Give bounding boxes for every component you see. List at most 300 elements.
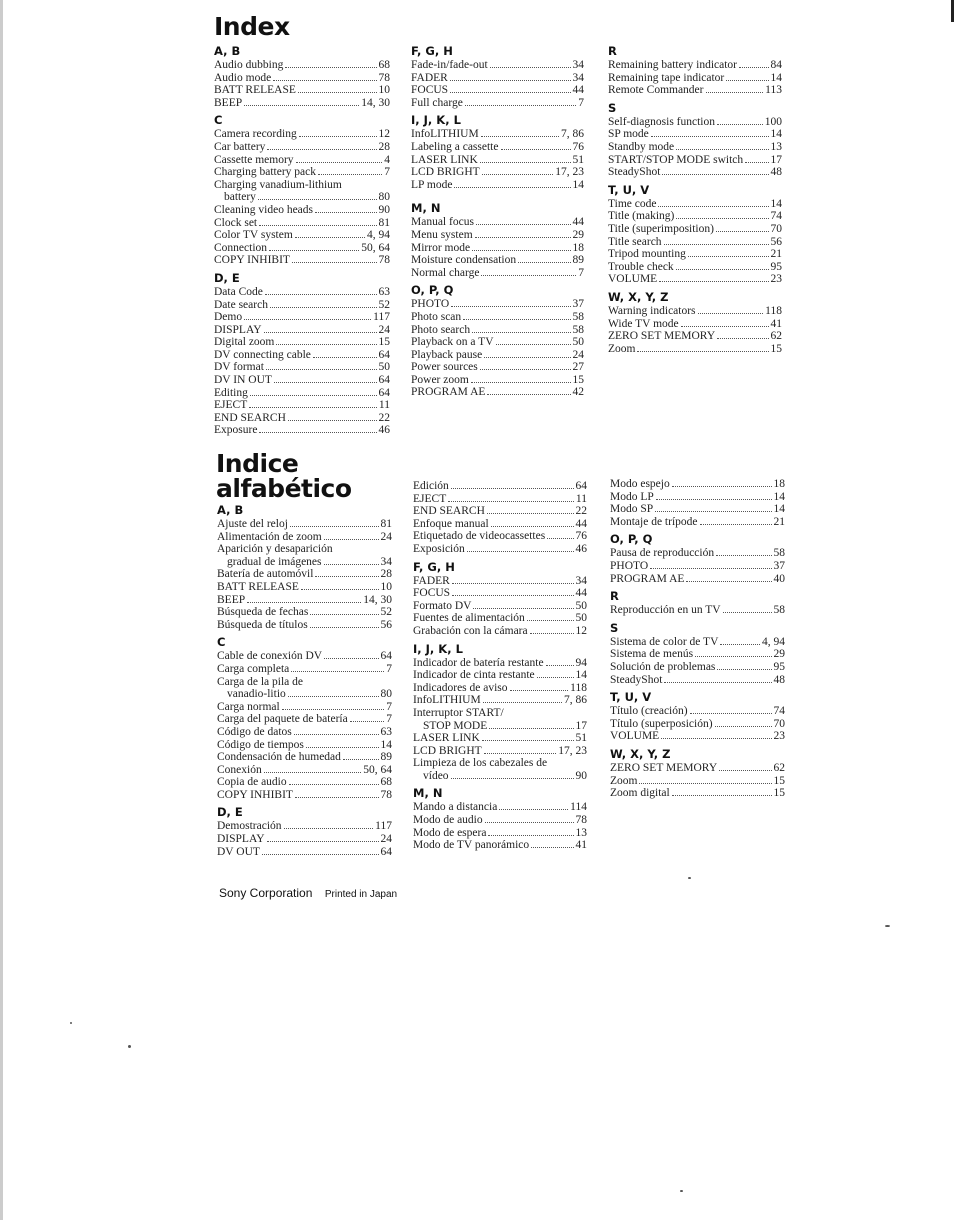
index-page: 56 xyxy=(770,235,782,248)
section-heading: T, U, V xyxy=(610,690,652,705)
index-term: Cable de conexión DV xyxy=(217,650,323,663)
index-page: 78 xyxy=(380,788,392,801)
index-entry xyxy=(217,726,392,739)
dot-leader xyxy=(289,784,379,785)
index-entry xyxy=(610,636,785,649)
dot-leader xyxy=(656,499,772,500)
index-term: Photo scan xyxy=(411,310,462,323)
dot-leader xyxy=(465,105,576,106)
index-page: 89 xyxy=(380,751,392,764)
index-term: SteadyShot xyxy=(610,673,663,686)
dot-leader xyxy=(719,770,771,771)
index-entry xyxy=(214,374,390,387)
index-term: Alimentación de zoom xyxy=(217,530,322,543)
dot-leader xyxy=(690,713,772,714)
index-entry xyxy=(413,480,587,493)
index-term: Indicadores de aviso xyxy=(413,681,508,694)
index-term: Data Code xyxy=(214,285,263,298)
dot-leader xyxy=(264,772,362,773)
dot-leader xyxy=(499,809,568,810)
index-page: 21 xyxy=(770,248,782,261)
index-page: 117 xyxy=(373,311,390,324)
dot-leader xyxy=(467,551,574,552)
index-term: LCD BRIGHT xyxy=(411,166,480,179)
dot-leader xyxy=(482,740,574,741)
index-entry xyxy=(610,787,785,800)
index-page: 80 xyxy=(380,688,392,701)
indice-column-1 xyxy=(217,503,392,858)
dot-leader xyxy=(350,721,385,722)
index-entry xyxy=(608,261,782,274)
dot-leader xyxy=(483,702,562,703)
index-entry xyxy=(217,650,392,663)
section-heading: T, U, V xyxy=(608,182,650,197)
index-entry xyxy=(608,128,782,141)
index-page: 41 xyxy=(575,839,587,852)
dot-leader xyxy=(695,656,771,657)
dot-leader xyxy=(745,162,768,163)
index-page: 113 xyxy=(765,84,782,97)
index-term: Fade-in/fade-out xyxy=(411,59,488,71)
index-term: Playback on a TV xyxy=(411,336,494,349)
dot-leader xyxy=(266,369,377,370)
index-term: ZERO SET MEMORY xyxy=(608,330,716,343)
dot-leader xyxy=(295,797,379,798)
index-entry xyxy=(217,739,392,752)
dot-leader xyxy=(491,526,574,527)
dot-leader xyxy=(658,206,768,207)
index-page: 52 xyxy=(378,298,390,311)
index-entry xyxy=(411,324,584,337)
dot-leader xyxy=(324,564,379,565)
section-heading: A, B xyxy=(214,44,241,58)
index-page: 78 xyxy=(575,814,587,827)
dot-leader xyxy=(265,294,377,295)
index-entry xyxy=(610,573,785,586)
index-page: 7 xyxy=(386,700,392,713)
index-term: Zoom digital xyxy=(610,787,670,800)
dot-leader xyxy=(518,262,570,263)
index-entry xyxy=(214,361,390,374)
index-entry xyxy=(413,612,587,625)
index-entry xyxy=(214,166,390,179)
index-page: 29 xyxy=(572,228,584,241)
index-entry xyxy=(217,543,392,556)
dot-leader xyxy=(482,174,554,175)
dot-leader xyxy=(343,759,379,760)
section-heading: D, E xyxy=(217,805,243,820)
index-page: 100 xyxy=(764,115,782,128)
index-entry xyxy=(610,705,785,718)
index-term: START/STOP MODE switch xyxy=(608,153,744,166)
index-page: 17 xyxy=(575,719,587,732)
index-entry xyxy=(411,349,584,362)
index-entry xyxy=(610,604,785,617)
dot-leader xyxy=(472,250,570,251)
index-term: Código de tiempos xyxy=(217,738,304,751)
index-entry xyxy=(217,619,392,632)
index-entry xyxy=(214,179,390,192)
index-page: 44 xyxy=(575,517,587,530)
dot-leader xyxy=(484,753,557,754)
index-entry xyxy=(217,701,392,714)
dot-leader xyxy=(274,382,377,383)
index-page: 24 xyxy=(380,833,392,846)
index-term: Zoom xyxy=(610,774,638,787)
dot-leader xyxy=(717,338,768,339)
index-page: 11 xyxy=(378,399,390,412)
index-page: 68 xyxy=(378,59,390,71)
index-entry xyxy=(214,59,390,72)
index-entry xyxy=(610,730,785,743)
index-entry xyxy=(214,387,390,400)
index-entry xyxy=(411,311,584,324)
index-page: 58 xyxy=(773,547,785,560)
dot-leader xyxy=(301,589,379,590)
dot-leader xyxy=(290,526,379,527)
dot-leader xyxy=(487,513,574,514)
index-term: COPY INHIBIT xyxy=(214,254,290,267)
index-column-2 xyxy=(411,44,584,399)
index-page: 80 xyxy=(378,191,390,204)
index-page: 64 xyxy=(380,650,392,663)
index-entry xyxy=(214,424,390,437)
dot-leader xyxy=(639,783,771,784)
index-page: 14 xyxy=(770,128,782,141)
section-heading: I, J, K, L xyxy=(411,113,461,128)
dot-leader xyxy=(288,696,379,697)
index-page: 29 xyxy=(773,648,785,661)
index-page: 15 xyxy=(770,342,782,355)
index-entry xyxy=(411,84,584,97)
dot-leader xyxy=(475,237,571,238)
index-page: 64 xyxy=(575,480,587,492)
index-entry xyxy=(413,827,587,840)
index-term: END SEARCH xyxy=(413,505,485,518)
index-term: Manual focus xyxy=(411,216,474,229)
dot-leader xyxy=(546,665,574,666)
index-entry xyxy=(413,839,587,852)
index-term: DV IN OUT xyxy=(214,374,272,387)
index-page: 68 xyxy=(380,776,392,789)
index-page: 48 xyxy=(773,673,785,686)
index-term: Montaje de trípode xyxy=(610,515,698,528)
dot-leader xyxy=(259,225,376,226)
index-entry xyxy=(610,775,785,788)
index-page: 64 xyxy=(378,348,390,361)
dot-leader xyxy=(288,420,377,421)
index-term: Photo search xyxy=(411,323,471,336)
index-term: Normal charge xyxy=(411,266,480,279)
index-term: Wide TV mode xyxy=(608,317,679,330)
index-page: 24 xyxy=(380,530,392,543)
index-term: Búsqueda de títulos xyxy=(217,618,308,631)
index-term: Remote Commander xyxy=(608,84,704,97)
index-term: Charging battery pack xyxy=(214,166,316,179)
index-term: Demo xyxy=(214,311,243,324)
dot-leader xyxy=(472,332,570,333)
index-page: 10 xyxy=(378,84,390,97)
index-term: Title search xyxy=(608,235,662,248)
index-entry xyxy=(217,820,392,833)
dot-leader xyxy=(681,326,769,327)
index-entry xyxy=(217,581,392,594)
index-term: Trouble check xyxy=(608,260,674,273)
index-term: DV format xyxy=(214,361,264,374)
dot-leader xyxy=(488,835,573,836)
index-page: 78 xyxy=(378,71,390,84)
index-entry xyxy=(610,560,785,573)
index-term: Charging vanadium-lithium xyxy=(214,178,342,191)
index-page: 90 xyxy=(378,203,390,216)
index-term: Carga del paquete de batería xyxy=(217,713,348,726)
dot-leader xyxy=(476,224,571,225)
index-entry xyxy=(413,575,587,588)
index-entry xyxy=(608,198,782,211)
index-page: 17 xyxy=(770,153,782,166)
index-entry xyxy=(608,318,782,331)
index-term: EJECT xyxy=(413,492,447,505)
dot-leader xyxy=(664,244,769,245)
index-entry xyxy=(411,59,584,72)
index-page: 40 xyxy=(773,572,785,585)
index-page: 64 xyxy=(378,374,390,387)
index-entry xyxy=(608,84,782,97)
dot-leader xyxy=(651,136,769,137)
index-page: 58 xyxy=(773,604,785,617)
index-term: Camera recording xyxy=(214,128,297,141)
index-page: 22 xyxy=(575,505,587,518)
dot-leader xyxy=(310,627,379,628)
index-entry xyxy=(217,518,392,531)
index-term: FADER xyxy=(413,574,450,587)
dot-leader xyxy=(676,269,769,270)
index-entry xyxy=(411,267,584,280)
section-heading: R xyxy=(610,589,619,604)
index-entry xyxy=(413,745,587,758)
index-page: 50 xyxy=(572,336,584,349)
index-entry xyxy=(214,412,390,425)
index-entry xyxy=(217,713,392,726)
index-page: 24 xyxy=(378,323,390,336)
index-page: 84 xyxy=(770,59,782,71)
index-page: 51 xyxy=(572,153,584,166)
section-heading: O, P, Q xyxy=(610,532,653,547)
index-term: Fuentes de alimentación xyxy=(413,612,525,625)
index-term: LP mode xyxy=(411,178,453,191)
index-page: 74 xyxy=(773,705,785,718)
dot-leader xyxy=(285,67,376,68)
index-page: 7, 86 xyxy=(564,694,587,707)
index-page: 48 xyxy=(770,166,782,179)
index-page: 14 xyxy=(380,738,392,751)
index-term: Pausa de reproducción xyxy=(610,547,715,560)
index-entry xyxy=(608,343,782,356)
footer-company: Sony Corporation xyxy=(219,886,313,900)
index-term: Exposure xyxy=(214,424,258,437)
index-term: battery xyxy=(224,191,256,204)
index-entry xyxy=(610,516,785,529)
index-term: vídeo xyxy=(423,769,449,782)
index-entry xyxy=(608,72,782,85)
index-term: Tripod mounting xyxy=(608,248,686,261)
index-term: Modo espejo xyxy=(610,478,670,490)
index-term: VOLUME xyxy=(610,730,660,743)
index-page: 14, 30 xyxy=(361,96,390,109)
index-page: 76 xyxy=(572,140,584,153)
dot-leader xyxy=(450,80,571,81)
index-term: Color TV system xyxy=(214,229,293,242)
index-entry xyxy=(608,116,782,129)
index-entry xyxy=(217,568,392,581)
index-entry xyxy=(411,166,584,179)
index-term: Interruptor START/ xyxy=(413,706,504,719)
section-heading: F, G, H xyxy=(411,44,453,58)
index-entry xyxy=(411,97,584,110)
index-entry xyxy=(217,594,392,607)
index-term: Warning indicators xyxy=(608,304,696,317)
dot-leader xyxy=(723,612,772,613)
index-page: 50 xyxy=(575,599,587,612)
index-entry xyxy=(608,330,782,343)
dot-leader xyxy=(318,174,382,175)
section-heading: I, J, K, L xyxy=(413,641,463,656)
dot-leader xyxy=(276,344,376,345)
index-entry xyxy=(413,543,587,556)
index-entry xyxy=(214,204,390,217)
index-entry xyxy=(214,72,390,85)
dot-leader xyxy=(716,231,769,232)
index-page: 89 xyxy=(572,254,584,267)
index-term: Date search xyxy=(214,298,268,311)
section-heading: R xyxy=(608,44,617,58)
index-page: 63 xyxy=(378,285,390,298)
index-term: Menu system xyxy=(411,228,473,241)
section-heading: M, N xyxy=(413,786,443,801)
index-page: 7 xyxy=(578,96,584,109)
index-entry xyxy=(413,493,587,506)
dot-leader xyxy=(688,256,769,257)
index-term: Título (superposición) xyxy=(610,717,713,730)
dot-leader xyxy=(480,369,571,370)
dot-leader xyxy=(471,382,571,383)
index-entry xyxy=(413,600,587,613)
index-entry xyxy=(411,72,584,85)
index-term: Clock set xyxy=(214,216,258,229)
dot-leader xyxy=(451,778,574,779)
index-page: 14 xyxy=(770,197,782,210)
index-entry xyxy=(413,682,587,695)
index-page: 24 xyxy=(572,348,584,361)
dot-leader xyxy=(324,539,379,540)
dot-leader xyxy=(717,124,763,125)
index-entry xyxy=(411,386,584,399)
dot-leader xyxy=(717,669,771,670)
index-term: Código de datos xyxy=(217,725,292,738)
footer-printed: Printed in Japan xyxy=(324,889,398,900)
index-page: 34 xyxy=(572,71,584,84)
index-term: Indicador de batería restante xyxy=(413,656,544,669)
index-term: LASER LINK xyxy=(413,732,480,745)
index-entry xyxy=(413,530,587,543)
index-title: Index xyxy=(214,12,290,41)
index-term: Mando a distancia xyxy=(413,801,498,814)
index-term: Formato DV xyxy=(413,599,472,612)
section-heading: C xyxy=(214,113,223,128)
index-term: Remaining battery indicator xyxy=(608,59,738,71)
index-entry xyxy=(214,286,390,299)
index-entry xyxy=(610,674,785,687)
index-term: InfoLITHIUM xyxy=(413,694,481,707)
index-page: 46 xyxy=(575,542,587,555)
index-entry xyxy=(217,663,392,676)
index-term: Playback pause xyxy=(411,348,483,361)
index-entry xyxy=(608,305,782,318)
index-term: Power sources xyxy=(411,361,478,374)
index-entry xyxy=(411,336,584,349)
index-entry xyxy=(411,179,584,192)
index-entry xyxy=(214,242,390,255)
index-term: Título (creación) xyxy=(610,705,688,718)
index-page: 58 xyxy=(572,310,584,323)
index-entry xyxy=(411,154,584,167)
scan-speck xyxy=(885,925,890,927)
dot-leader xyxy=(463,319,570,320)
index-page: 117 xyxy=(375,820,392,833)
index-term: DISPLAY xyxy=(217,833,265,846)
section-heading: O, P, Q xyxy=(411,283,454,298)
dot-leader xyxy=(451,306,570,307)
dot-leader xyxy=(264,332,377,333)
index-entry xyxy=(411,361,584,374)
index-entry xyxy=(610,478,785,491)
index-page: 10 xyxy=(380,580,392,593)
scan-speck xyxy=(70,1022,72,1024)
index-page: 21 xyxy=(773,515,785,528)
dot-leader xyxy=(510,690,569,691)
index-page: 62 xyxy=(770,330,782,343)
index-page: 4, 94 xyxy=(367,229,390,242)
scan-speck xyxy=(680,1190,683,1192)
index-term: Modo LP xyxy=(610,490,654,503)
index-page: 12 xyxy=(378,128,390,141)
index-entry xyxy=(608,223,782,236)
dot-leader xyxy=(267,149,376,150)
index-term: Modo SP xyxy=(610,503,654,516)
index-term: Condensación de humedad xyxy=(217,751,341,764)
index-term: FOCUS xyxy=(413,587,451,600)
dot-leader xyxy=(716,555,771,556)
dot-leader xyxy=(487,394,570,395)
dot-leader xyxy=(298,92,377,93)
section-heading: A, B xyxy=(217,503,244,517)
index-entry xyxy=(610,762,785,775)
index-entry xyxy=(608,166,782,179)
index-term: Carga completa xyxy=(217,662,290,675)
index-page: 7 xyxy=(386,662,392,675)
index-page: 22 xyxy=(378,411,390,424)
index-page: 34 xyxy=(575,574,587,587)
dot-leader xyxy=(726,80,768,81)
dot-leader xyxy=(244,105,359,106)
index-entry xyxy=(413,720,587,733)
index-page: 95 xyxy=(770,260,782,273)
index-page: 14 xyxy=(572,178,584,191)
scan-speck xyxy=(128,1045,131,1048)
section-heading: S xyxy=(608,100,617,115)
index-term: Cleaning video heads xyxy=(214,203,314,216)
index-entry xyxy=(413,505,587,518)
